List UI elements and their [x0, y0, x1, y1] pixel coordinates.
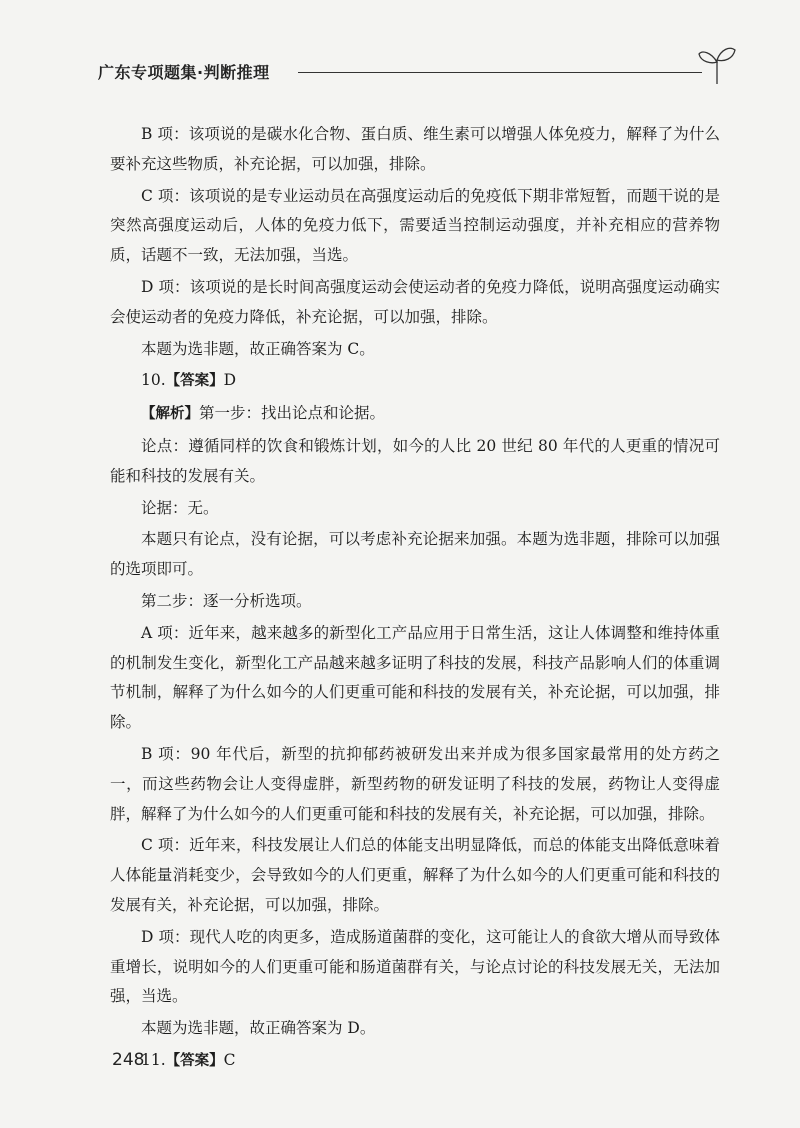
answer-label: 【答案】: [165, 373, 224, 390]
header-rule: [298, 72, 702, 73]
page-body: [110, 118, 720, 1077]
header-title: 广东专项题集·判断推理: [98, 63, 270, 82]
sprout-icon: [698, 40, 736, 84]
answer-line-11: 11.【答案】C: [141, 1050, 236, 1069]
answer-line-10: 10.【答案】D: [141, 371, 237, 390]
paragraph: C 项：该项说的是专业运动员在高强度运动后的免疫低下期非常短暂，而题干说的是突然高强度运动后，人体的免疫力低下，需要适当控制运动强度，并补充相应的营养物质，话题不一致，无法加强，当选。: [110, 186, 720, 265]
paragraph: B 项：90 年代后，新型的抗抑郁药被研发出来并成为很多国家最常用的处方药之一，而这些药物会让人变得虚胖，新型药物的研发证明了科技的发展，药物让人变得虚胖，解释了为什么如今的人们更重可能和科技的发展有关，补充论据，可以加强，排除。: [110, 744, 720, 823]
paragraph: 本题为选非题，故正确答案为 C。: [141, 339, 375, 358]
running-header: [98, 60, 738, 84]
analysis-label: 【解析】: [141, 406, 199, 423]
paragraph: D 项：该项说的是长时间高强度运动会使运动者的免疫力降低，说明高强度运动确实会使运动者的免疫力降低，补充论据，可以加强，排除。: [110, 277, 720, 326]
paragraph: A 项：近年来，越来越多的新型化工产品应用于日常生活，这让人体调整和维持体重的机制发生变化，新型化工产品越来越多证明了科技的发展，科技产品影响人们的体重调节机制，解释了为什么如今的人们更重可能和科技的发展有关，补充论据，可以加强，排除。: [110, 623, 720, 732]
answer-label: 【答案】: [165, 1052, 224, 1069]
paragraph: 本题只有论点，没有论据，可以考虑补充论据来加强。本题为选非题，排除可以加强的选项即可。: [110, 530, 720, 579]
analysis-line: 【解析】第一步：找出论点和论据。: [141, 404, 386, 423]
paragraph: 第二步：逐一分析选项。: [141, 591, 312, 610]
paragraph: 论点：遵循同样的饮食和锻炼计划，如今的人比 20 世纪 80 年代的人更重的情况可能和科技的发展有关。: [110, 436, 720, 485]
paragraph: C 项：近年来，科技发展让人们总的体能支出明显降低，而总的体能支出降低意味着人体能量消耗变少，会导致如今的人们更重，解释了为什么如今的人们更重可能和科技的发展有关，补充论据，可以加强，排除。: [110, 836, 720, 914]
paragraph: B 项：该项说的是碳水化合物、蛋白质、维生素可以增强人体免疫力，解释了为什么要补充这些物质，补充论据，可以加强，排除。: [110, 125, 720, 173]
paragraph: 论据：无。: [141, 498, 219, 517]
page-number: 248: [112, 1050, 145, 1070]
paragraph: D 项：现代人吃的肉更多，造成肠道菌群的变化，这可能让人的食欲大增从而导致体重增长，说明如今的人们更重可能和肠道菌群有关，与论点讨论的科技发展无关，无法加强，当选。: [110, 927, 720, 1006]
paragraph: 本题为选非题，故正确答案为 D。: [141, 1019, 376, 1038]
